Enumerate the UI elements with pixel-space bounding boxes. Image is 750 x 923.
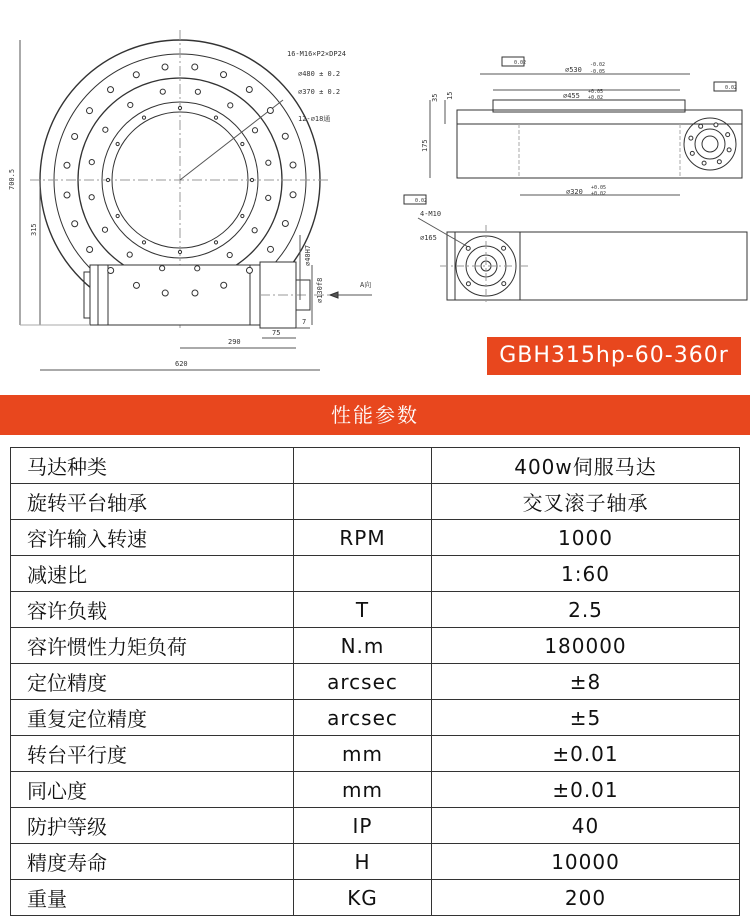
annotation-height-315: 315 xyxy=(30,223,38,236)
bolt-hole-outer xyxy=(64,192,70,198)
spec-name: 容许负载 xyxy=(11,592,294,628)
annotation-dia-455-tol-low: +0.02 xyxy=(588,95,604,101)
spec-name: 马达种类 xyxy=(11,448,294,484)
spec-unit: RPM xyxy=(294,520,432,556)
spec-unit: H xyxy=(294,844,432,880)
annotation-dim-175: 175 xyxy=(421,139,429,152)
bolt-hole-small xyxy=(106,178,109,181)
bolt-hole-outer xyxy=(108,87,114,93)
bolt-hole-inner xyxy=(102,227,107,232)
bolt-hole-small xyxy=(116,142,119,145)
annotation-dia-40h7: ⌀40H7 xyxy=(304,244,312,266)
spec-row xyxy=(11,772,740,808)
bolt-hole-inner xyxy=(252,128,257,133)
annotation-flatness-2: 0.02 xyxy=(725,85,738,91)
annotation-flatness-1: 0.02 xyxy=(514,60,527,66)
spec-name: 容许输入转速 xyxy=(11,520,294,556)
spec-row xyxy=(11,664,740,700)
spec-unit: arcsec xyxy=(294,700,432,736)
view-a xyxy=(418,218,747,305)
bolt-hole-outer xyxy=(64,162,70,168)
bolt-hole-inner xyxy=(89,160,94,165)
technical-drawing xyxy=(0,0,750,380)
bolt-hole-small xyxy=(214,116,217,119)
spec-row xyxy=(11,628,740,664)
model-badge: GBH315hp-60-360r xyxy=(487,337,741,375)
spec-row xyxy=(11,484,740,520)
spec-row xyxy=(11,556,740,592)
flange-hole xyxy=(690,151,694,155)
spec-value: 400w伺服马达 xyxy=(432,448,740,484)
annotation-dia-530-tol-up: -0.02 xyxy=(590,62,606,68)
annotation-dia-130: ⌀130f8 xyxy=(316,277,324,303)
flange-hole xyxy=(466,282,470,286)
spec-name: 精度寿命 xyxy=(11,844,294,880)
annotation-height-700: 700.5 xyxy=(8,168,16,190)
bolt-hole-outer xyxy=(162,290,168,296)
annotation-dia-455-tol-up: +0.05 xyxy=(588,89,604,95)
bolt-hole-outer xyxy=(290,192,296,198)
bolt-hole-outer xyxy=(246,86,252,92)
spec-unit: mm xyxy=(294,772,432,808)
bolt-hole-small xyxy=(178,250,181,253)
bolt-hole-inner xyxy=(89,195,94,200)
bolt-hole-outer xyxy=(290,162,296,168)
spec-value: ±0.01 xyxy=(432,772,740,808)
flange-hole xyxy=(726,133,730,137)
bolt-hole-inner xyxy=(127,252,132,257)
spec-row xyxy=(11,736,740,772)
flange-hole xyxy=(702,161,706,165)
spec-name: 重量 xyxy=(11,880,294,916)
bolt-hole-outer xyxy=(192,290,198,296)
bolt-hole-inner xyxy=(128,102,133,107)
bolt-hole-inner xyxy=(227,252,232,257)
annotation-dia-370: ⌀370 ± 0.2 xyxy=(298,88,341,96)
flange-hole xyxy=(502,282,506,286)
flange-hole xyxy=(714,123,718,127)
front-view xyxy=(20,30,372,370)
spec-value: 40 xyxy=(432,808,740,844)
spec-value: ±0.01 xyxy=(432,736,740,772)
bolt-hole-outer xyxy=(221,282,227,288)
spec-name: 同心度 xyxy=(11,772,294,808)
bolt-hole-inner xyxy=(103,127,108,132)
spec-name: 容许惯性力矩负荷 xyxy=(11,628,294,664)
annotation-view-a: A向 xyxy=(360,281,372,289)
spec-value: 交叉滚子轴承 xyxy=(432,484,740,520)
bolt-hole-small xyxy=(214,241,217,244)
spec-value: 200 xyxy=(432,880,740,916)
annotation-width-620: 620 xyxy=(175,360,188,368)
bolt-hole-outer xyxy=(246,267,252,273)
bolt-hole-outer xyxy=(86,108,92,114)
annotation-holes-through: 12-⌀18通 xyxy=(298,115,331,123)
spec-value: 10000 xyxy=(432,844,740,880)
bolt-hole-outer xyxy=(133,282,139,288)
spec-name: 减速比 xyxy=(11,556,294,592)
spec-unit xyxy=(294,484,432,520)
bolt-hole-outer xyxy=(87,246,93,252)
bolt-hole-inner xyxy=(252,228,257,233)
spec-row xyxy=(11,448,740,484)
annotation-dia-320-tol-low: +0.02 xyxy=(591,191,607,197)
spec-unit: IP xyxy=(294,808,432,844)
bolt-hole-inner xyxy=(266,195,271,200)
annotation-dim-15: 15 xyxy=(446,91,454,100)
annotation-dia-320: ⌀320 xyxy=(566,188,583,196)
flange-hole xyxy=(727,148,731,152)
bolt-hole-outer xyxy=(72,133,78,139)
annotation-holes-thread: 16-M16×P2×DP24 xyxy=(287,50,347,58)
spec-value: 180000 xyxy=(432,628,740,664)
bolt-hole-outer xyxy=(282,133,288,139)
bolt-hole-inner xyxy=(160,266,165,271)
spec-row xyxy=(11,880,740,916)
flange-hole xyxy=(466,246,470,250)
bolt-hole-inner xyxy=(195,89,200,94)
flange-hole xyxy=(717,160,721,164)
spec-unit: N.m xyxy=(294,628,432,664)
spec-unit xyxy=(294,448,432,484)
spec-unit: mm xyxy=(294,736,432,772)
annotation-width-7: 7 xyxy=(302,318,307,326)
bolt-hole-inner xyxy=(160,89,165,94)
spec-name: 防护等级 xyxy=(11,808,294,844)
annotation-dia-530: ⌀530 xyxy=(565,66,582,74)
annotation-width-290: 290 xyxy=(228,338,241,346)
spec-name: 旋转平台轴承 xyxy=(11,484,294,520)
spec-row xyxy=(11,808,740,844)
spec-name: 重复定位精度 xyxy=(11,700,294,736)
spec-row xyxy=(11,520,740,556)
flange-hole xyxy=(689,136,693,140)
spec-value: 2.5 xyxy=(432,592,740,628)
flange-hole xyxy=(699,124,703,128)
bolt-hole-outer xyxy=(221,72,227,78)
annotation-dim-35: 35 xyxy=(431,93,439,102)
bolt-hole-outer xyxy=(192,64,198,70)
bolt-hole-small xyxy=(178,106,181,109)
annotation-dia-320-tol-up: +0.05 xyxy=(591,185,607,191)
spec-value: ±5 xyxy=(432,700,740,736)
annotation-flatness-3: 0.02 xyxy=(415,198,428,204)
annotation-dia-480: ⌀480 ± 0.2 xyxy=(298,70,341,78)
spec-unit: arcsec xyxy=(294,664,432,700)
bolt-hole-inner xyxy=(228,103,233,108)
annotation-width-75: 75 xyxy=(272,329,281,337)
flange-hole xyxy=(502,246,506,250)
spec-row xyxy=(11,700,740,736)
annotation-dia-530-tol-low: -0.05 xyxy=(590,69,606,75)
spec-value: 1:60 xyxy=(432,556,740,592)
bolt-hole-small xyxy=(250,178,253,181)
spec-name: 定位精度 xyxy=(11,664,294,700)
bolt-hole-outer xyxy=(133,72,139,78)
spec-table xyxy=(10,447,740,916)
bolt-hole-outer xyxy=(72,221,78,227)
spec-value: 1000 xyxy=(432,520,740,556)
spec-name: 转台平行度 xyxy=(11,736,294,772)
bolt-hole-outer xyxy=(267,108,273,114)
spec-unit: KG xyxy=(294,880,432,916)
bolt-hole-small xyxy=(241,142,244,145)
bolt-hole-small xyxy=(142,241,145,244)
bolt-hole-outer xyxy=(268,246,274,252)
spec-unit xyxy=(294,556,432,592)
bolt-hole-inner xyxy=(266,160,271,165)
annotation-dia-455: ⌀455 xyxy=(563,92,580,100)
annotation-holes-m10: 4-M10 xyxy=(420,210,442,218)
annotation-dia-165: ⌀165 xyxy=(420,234,437,242)
side-view xyxy=(404,57,742,204)
bolt-hole-small xyxy=(241,214,244,217)
bolt-hole-outer xyxy=(108,268,114,274)
bolt-hole-small xyxy=(116,214,119,217)
bolt-hole-outer xyxy=(162,64,168,70)
section-title: 性能参数 xyxy=(0,395,750,435)
bolt-hole-small xyxy=(142,116,145,119)
spec-row xyxy=(11,592,740,628)
bolt-hole-outer xyxy=(282,221,288,227)
spec-unit: T xyxy=(294,592,432,628)
bolt-hole-inner xyxy=(195,266,200,271)
spec-row xyxy=(11,844,740,880)
spec-value: ±8 xyxy=(432,664,740,700)
